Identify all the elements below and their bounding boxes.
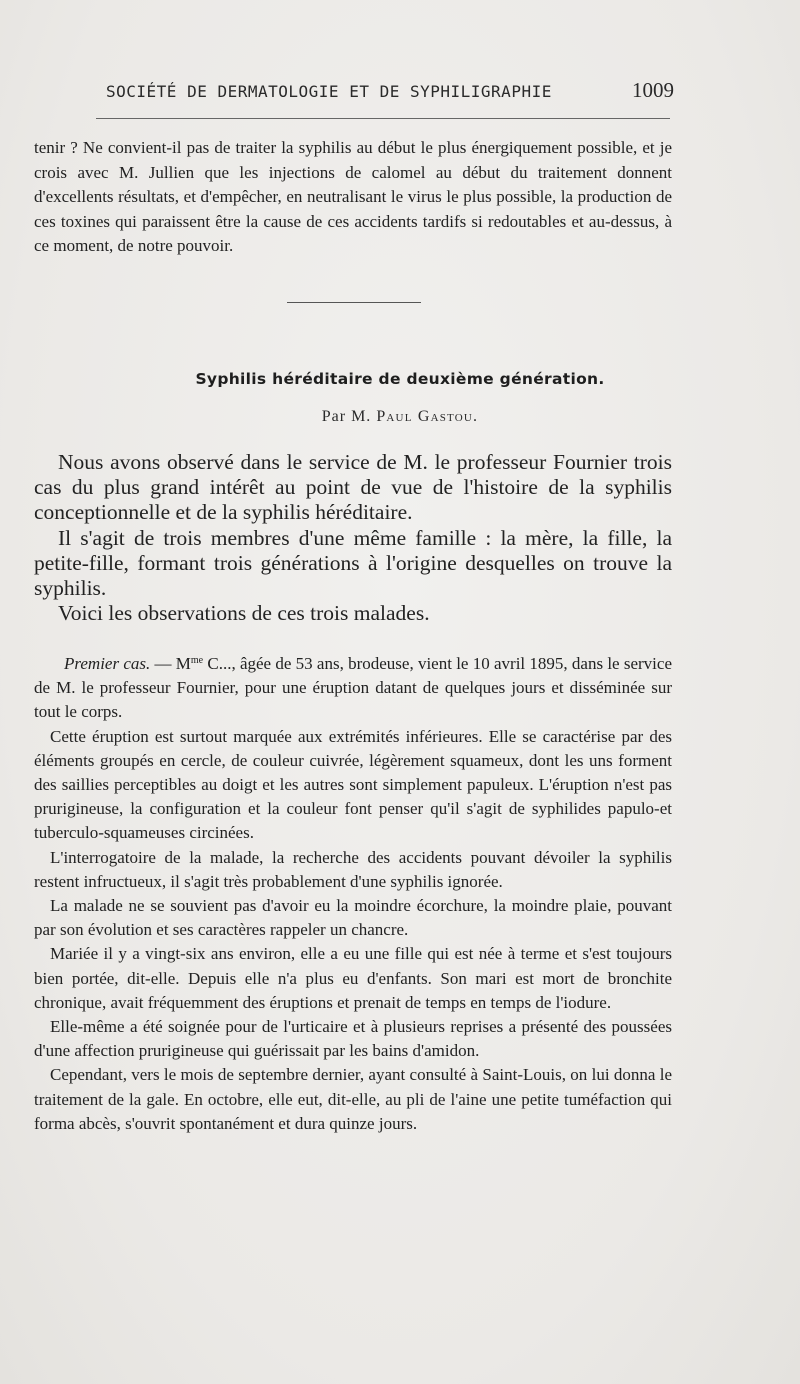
lead-paragraph: Il s'agit de trois membres d'une même famille : la mère, la fille, la petite-fille, formant trois générations à l'origine desquelles on trouve la syphilis.: [34, 525, 672, 601]
case-section: [34, 652, 672, 1136]
case-label: Premier cas.: [64, 654, 151, 673]
running-title: SOCIÉTÉ DE DERMATOLOGIE ET DE SYPHILIGRAPHIE: [106, 82, 552, 101]
body-paragraph: L'interrogatoire de la malade, la recherche des accidents pouvant dévoiler la syphilis restent infructueux, il s'agit très probablement d'une syphilis ignorée.: [34, 847, 672, 891]
body-paragraph: Elle-même a été soignée pour de l'urticaire et à plusieurs reprises a présenté des poussées d'une affection prurigineuse qui guérissait par les bains d'amidon.: [34, 1017, 672, 1061]
section-separator: [287, 302, 421, 303]
running-header: [106, 78, 674, 103]
body-paragraph: Cependant, vers le mois de septembre dernier, ayant consulté à Saint-Louis, on lui donna le traitement de la gale. En octobre, elle eut, dit-elle, au pli de l'aine une petite tuméfaction qui forma abcès, s'ouvrit spontanément et dura quinze jours.: [34, 1065, 672, 1133]
body-paragraph: Mariée il y a vingt-six ans environ, elle a eu une fille qui est née à terme et s'est toujours bien portée, dit-elle. Depuis elle n'a plus eu d'enfants. Son mari est mort de bronchite chronique, avait fréquemment des éruptions et prenait de temps en temps de l'iodure.: [34, 944, 672, 1012]
header-rule: [96, 118, 670, 119]
lead-section: [34, 450, 672, 626]
author-prefix: Par M.: [321, 408, 372, 425]
article-title: Syphilis héréditaire de deuxième génération.: [195, 370, 605, 388]
page-number: 1009: [632, 78, 674, 102]
lead-paragraph: Nous avons observé dans le service de M. le professeur Fournier trois cas du plus grand intérêt au point de vue de l'histoire de la syphilis conceptionnelle et de la syphilis héréditaire.: [34, 450, 672, 525]
case-first-paragraph: [34, 652, 672, 725]
body-paragraph: Cette éruption est surtout marquée aux extrémités inférieures. Elle se caractérise par des éléments groupés en cercle, de couleur cuivrée, légèrement squameux, dont les uns forment des saillies perceptibles au doigt et les autres sont simplement papuleux. L'éruption n'est pas prurigineuse, la configuration et la couleur font penser qu'il s'agit de syphilides papulo-et tuberculo-squameuses circinées.: [34, 726, 672, 843]
article-byline: [0, 408, 800, 426]
author-name: Paul Gastou.: [376, 408, 479, 425]
case-first-text: C..., âgée de 53 ans, brodeuse, vient le 10 avril 1895, dans le service de M. le professeur Fournier, pour une éruption datant de quelques jours et disséminée sur tout le corps.: [34, 654, 672, 722]
case-dash: — M: [150, 654, 191, 673]
lead-paragraph: Voici les observations de ces trois malades.: [58, 601, 430, 626]
body-paragraph: La malade ne se souvient pas d'avoir eu la moindre écorchure, la moindre plaie, pouvant par son évolution et ses caractères rappeler un chancre.: [34, 896, 672, 940]
case-superscript: me: [190, 655, 204, 666]
intro-paragraph: tenir ? Ne convient-il pas de traiter la syphilis au début le plus énergiquement possible, et je crois avec M. Jullien que les injections de calomel au début du traitement donnent d'excellents résultats, et d'empêcher, en neutralisant le virus le plus possible, la production de ces toxines qui paraissent être la cause de ces accidents tardifs si redoutables et au-dessus, à ce moment, de notre pouvoir.: [34, 138, 672, 255]
